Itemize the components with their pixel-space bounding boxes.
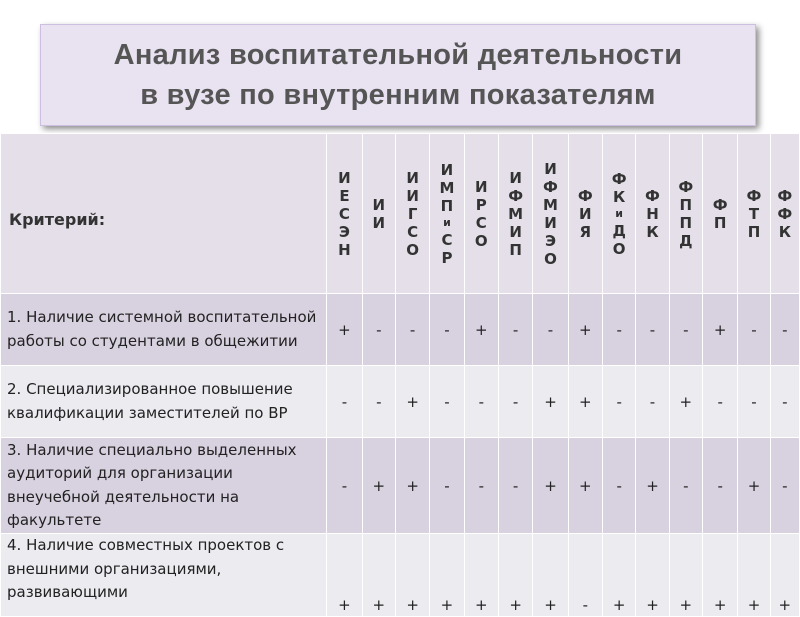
mark-cell: - [498,438,532,534]
faculty-column-header [738,134,770,294]
faculty-code-letter: Р [475,195,487,214]
mark-cell: + [603,534,636,617]
faculty-code [738,187,769,241]
faculty-code-letter: Э [338,222,350,241]
faculty-code-letter: Е [339,186,350,205]
mark-cell: - [702,438,737,534]
faculty-code [499,169,532,259]
faculty-code-letter: Ф [746,186,762,205]
faculty-code-letter: С [407,222,419,241]
mark-cell: + [770,534,799,617]
faculty-code [670,178,702,250]
faculty-code-letter: И [372,195,386,214]
faculty-code-letter: П [747,222,761,241]
faculty-code-letter: Ф [777,186,793,205]
mark-cell: + [636,438,669,534]
mark-cell: + [738,438,770,534]
faculty-code-letter: П [509,240,522,259]
faculty-code [636,187,668,241]
criteria-table [0,133,800,617]
faculty-code-letter: Э [544,231,556,250]
mark-cell: + [568,294,602,366]
faculty-column-header [568,134,602,294]
mark-cell: - [362,366,395,438]
mark-cell: - [636,294,669,366]
mark-cell: + [327,534,362,617]
faculty-code-letter: К [613,187,626,206]
faculty-code-letter: Ф [678,177,694,196]
criterion-cell: 1. Наличие системной воспитательной работы со студентами в общежитии [1,294,327,366]
faculty-column-header [636,134,669,294]
mark-cell: - [362,294,395,366]
mark-cell: + [430,534,464,617]
mark-cell: - [669,438,702,534]
table-row [1,438,800,534]
mark-cell: + [568,438,602,534]
faculty-code-letter: О [544,249,557,268]
faculty-code-letter: М [439,178,455,197]
table-row [1,294,800,366]
faculty-column-header [430,134,464,294]
mark-cell: - [464,438,498,534]
mark-cell: - [498,294,532,366]
faculty-code-letter: И [372,213,386,232]
faculty-code-letter: П [713,213,727,232]
mark-cell: - [770,294,799,366]
mark-cell: - [430,294,464,366]
mark-cell: + [738,534,770,617]
faculty-code-letter: М [508,204,524,223]
mark-cell: + [464,294,498,366]
mark-cell: + [362,438,395,534]
mark-cell: + [533,438,568,534]
faculty-code-letter: И [544,159,557,178]
faculty-code-letter: Д [679,231,693,250]
faculty-code-letter: Ф [543,177,558,196]
criterion-cell: 3. Наличие специально выделенных аудиторий для организации внеучебной деятельности на факультете [1,438,327,534]
mark-cell: - [327,366,362,438]
faculty-code-letter: Я [579,222,592,241]
faculty-code-letter: и [443,215,451,229]
faculty-code-letter: Н [646,204,659,223]
mark-cell: - [395,294,429,366]
faculty-code-letter: Н [338,240,351,259]
mark-cell: - [603,366,636,438]
faculty-code [569,187,602,241]
criterion-cell: 4. Наличие совместных проектов с внешними организациями, развивающими [1,534,327,617]
faculty-code-letter: И [544,213,557,232]
faculty-code-letter: Г [407,204,418,223]
faculty-column-header [533,134,568,294]
mark-cell: - [702,366,737,438]
slide-title [40,24,756,126]
faculty-code-letter: Р [441,248,453,267]
faculty-code [363,196,395,232]
faculty-code-letter: И [579,204,592,223]
table-row [1,534,800,617]
mark-cell: - [498,366,532,438]
faculty-code-letter: Д [612,221,626,240]
title-line-1: Анализ воспитательной деятельности [113,39,683,71]
table-header-row [1,134,800,294]
faculty-code-letter: Ф [611,169,627,188]
faculty-column-header [498,134,532,294]
faculty-code [430,161,463,267]
mark-cell: - [770,366,799,438]
faculty-code-letter: Ф [777,204,793,223]
faculty-code-letter: И [406,186,419,205]
faculty-code-letter: С [475,213,487,232]
mark-cell: + [533,366,568,438]
faculty-code-letter: И [440,160,454,179]
faculty-code-letter: О [612,239,626,258]
faculty-column-header [327,134,362,294]
mark-cell: - [603,294,636,366]
faculty-code-letter: И [338,168,351,187]
mark-cell: + [669,366,702,438]
faculty-code [771,187,799,241]
faculty-code-letter: К [778,222,791,241]
faculty-code-letter: Т [748,204,760,223]
mark-cell: + [327,294,362,366]
criterion-cell: 2. Специализированное повышение квалификации заместителей по ВР [1,366,327,438]
mark-cell: - [430,438,464,534]
faculty-column-header [362,134,395,294]
mark-cell: - [636,366,669,438]
faculty-code [396,169,429,259]
faculty-code-letter: П [679,195,693,214]
faculty-code-letter: К [646,222,659,241]
mark-cell: + [362,534,395,617]
faculty-code [603,170,635,258]
criterion-column-header: Критерий: [1,134,327,294]
faculty-code-letter: Ф [577,186,593,205]
mark-cell: + [568,366,602,438]
faculty-column-header [395,134,429,294]
faculty-column-header [669,134,702,294]
faculty-code-letter: М [543,195,558,214]
faculty-code [533,160,567,268]
faculty-code-letter: П [679,213,693,232]
mark-cell: - [738,366,770,438]
faculty-code [465,178,498,250]
faculty-column-header [603,134,636,294]
faculty-code-letter: П [440,196,454,215]
mark-cell: + [464,534,498,617]
faculty-code-letter: С [441,230,453,249]
title-line-2: в вузе по внутренним показателям [140,79,656,111]
mark-cell: + [395,534,429,617]
faculty-code [327,169,361,259]
mark-cell: + [636,534,669,617]
mark-cell: + [395,366,429,438]
mark-cell: + [498,534,532,617]
faculty-code-letter: С [338,204,350,223]
faculty-code-letter: О [474,231,488,250]
faculty-code-letter: И [509,222,522,241]
faculty-code-letter: Ф [645,186,660,205]
faculty-column-header [464,134,498,294]
faculty-code-letter: И [406,168,419,187]
faculty-column-header [770,134,799,294]
faculty-code-letter: Ф [508,186,524,205]
mark-cell: - [738,294,770,366]
mark-cell: - [568,534,602,617]
mark-cell: - [327,438,362,534]
mark-cell: - [669,294,702,366]
mark-cell: - [430,366,464,438]
mark-cell: - [533,294,568,366]
mark-cell: + [395,438,429,534]
table-row [1,366,800,438]
mark-cell: + [533,534,568,617]
faculty-column-header [702,134,737,294]
mark-cell: + [702,294,737,366]
mark-cell: + [669,534,702,617]
faculty-code-letter: И [509,168,522,187]
table-body [1,294,800,617]
faculty-code [703,196,737,232]
faculty-code-letter: О [406,240,419,259]
mark-cell: + [702,534,737,617]
faculty-code-letter: И [475,177,488,196]
faculty-code-letter: и [615,206,624,220]
mark-cell: - [603,438,636,534]
mark-cell: - [770,438,799,534]
mark-cell: - [464,366,498,438]
faculty-code-letter: Ф [712,195,728,214]
